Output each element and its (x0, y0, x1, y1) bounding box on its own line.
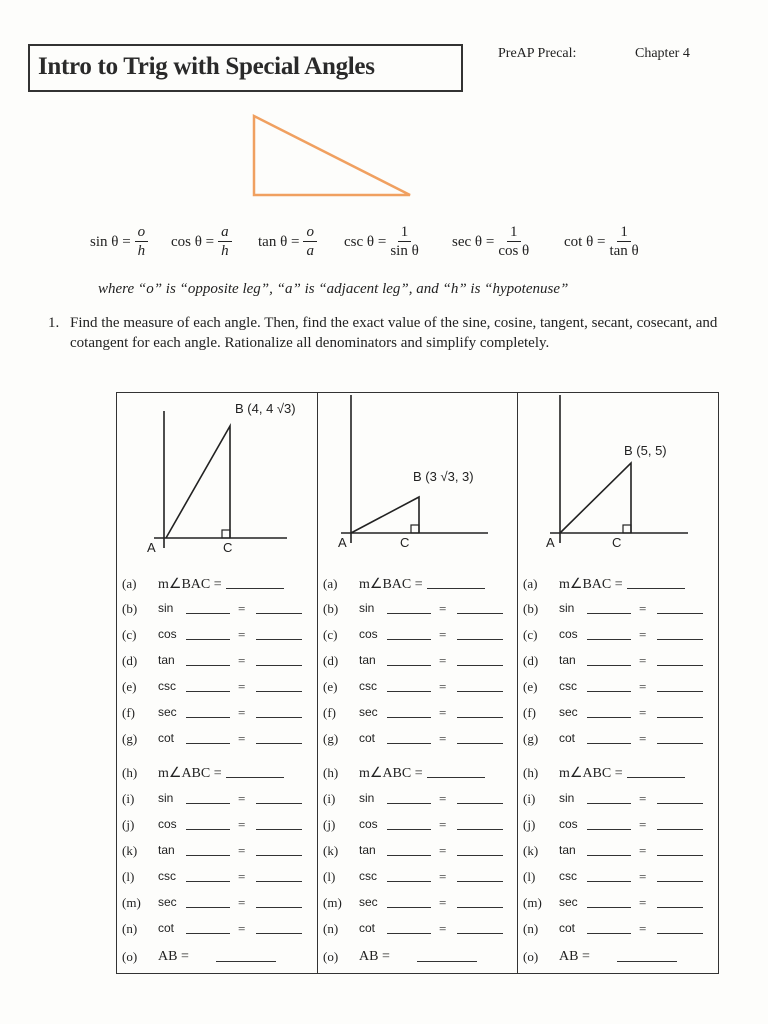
answer-blank[interactable] (387, 881, 431, 882)
answer-blank[interactable] (387, 717, 431, 718)
course-label: PreAP Precal: (498, 46, 577, 61)
row-letter: (d) (122, 653, 138, 668)
answer-blank[interactable] (457, 855, 503, 856)
answer-blank[interactable] (587, 717, 631, 718)
formula-sin (90, 218, 148, 266)
trig-definitions (90, 218, 690, 268)
answer-blank[interactable] (457, 829, 503, 830)
row-letter: (k) (323, 843, 339, 858)
right-angle-mark (623, 525, 631, 533)
row-function: cos (359, 627, 378, 641)
vertex-a-label: A (338, 535, 347, 550)
answer-blank[interactable] (387, 803, 431, 804)
triangle-abc (166, 426, 230, 538)
row-letter: (g) (523, 731, 539, 746)
vertex-a-label: A (147, 540, 156, 555)
row-letter: (g) (323, 731, 339, 746)
equals-sign: = (639, 627, 647, 642)
answer-blank[interactable] (256, 933, 302, 934)
answer-blank[interactable] (457, 907, 503, 908)
answer-blank[interactable] (256, 691, 302, 692)
equals-sign: = (238, 601, 246, 616)
equals-sign: = (639, 817, 647, 832)
row-letter: (h) (323, 765, 339, 780)
equals-sign: = (439, 653, 447, 668)
row-letter: (e) (523, 679, 538, 694)
answer-blank[interactable] (186, 639, 230, 640)
equals-sign: = (639, 895, 647, 910)
answer-blank[interactable] (387, 743, 431, 744)
formula-lhs: cos θ = (171, 233, 215, 250)
page-title: Intro to Trig with Special Angles (38, 53, 375, 80)
row-letter: (e) (122, 679, 137, 694)
question-number: 1. (48, 315, 60, 331)
equals-sign: = (238, 895, 246, 910)
answer-blank[interactable] (457, 717, 503, 718)
row-letter: (n) (122, 921, 138, 936)
answer-blank[interactable] (256, 743, 302, 744)
equals-sign: = (439, 627, 447, 642)
answer-blank[interactable] (657, 881, 703, 882)
row-letter: (n) (323, 921, 339, 936)
equals-sign: = (439, 679, 447, 694)
equals-sign: = (439, 869, 447, 884)
row-letter: (o) (523, 949, 539, 964)
answer-blank[interactable] (387, 639, 431, 640)
row-function: tan (359, 653, 376, 667)
answer-blank[interactable] (457, 933, 503, 934)
problem-column-2 (317, 393, 518, 973)
vertex-c-label: C (400, 535, 410, 550)
answer-blank[interactable] (657, 639, 703, 640)
answer-blank[interactable] (587, 829, 631, 830)
row-function: cos (559, 817, 578, 831)
row-letter: (h) (523, 765, 539, 780)
formula-num: o (135, 224, 149, 242)
row-letter: (l) (323, 869, 336, 884)
row-function: sin (158, 791, 174, 805)
formula-den: cos θ (498, 243, 530, 259)
row-function: cos (158, 817, 177, 831)
equals-sign: = (238, 817, 246, 832)
answer-blank[interactable] (587, 639, 631, 640)
vertex-a-label: A (546, 535, 555, 550)
answer-blank[interactable] (256, 665, 302, 666)
answer-blank[interactable] (186, 907, 230, 908)
equals-sign: = (439, 705, 447, 720)
answer-blank[interactable] (417, 961, 477, 962)
answer-blank[interactable] (186, 743, 230, 744)
equals-sign: = (639, 679, 647, 694)
row-letter: (f) (523, 705, 536, 720)
definitions-note: where “o” is “opposite leg”, “a” is “adjacent leg”, and “h” is “hypotenuse” (98, 281, 569, 297)
row-function: sec (359, 705, 378, 719)
answer-blank[interactable] (457, 691, 503, 692)
row-function: sin (158, 601, 174, 615)
vertex-c-label: C (223, 540, 233, 555)
answer-blank[interactable] (226, 588, 284, 589)
problem-grid (116, 392, 719, 974)
equals-sign: = (439, 817, 447, 832)
formula-lhs: cot θ = (564, 233, 606, 250)
point-b-label: B (3 √3, 3) (413, 469, 474, 484)
formula-lhs: csc θ = (344, 233, 387, 250)
answer-blank[interactable] (186, 691, 230, 692)
row-function: m∠BAC = (359, 577, 423, 592)
row-letter: (c) (122, 627, 137, 642)
row-function: AB = (359, 949, 390, 964)
equals-sign: = (238, 705, 246, 720)
row-function: cot (559, 921, 576, 935)
row-function: csc (559, 869, 577, 883)
equals-sign: = (238, 731, 246, 746)
row-function: m∠ABC = (359, 766, 423, 781)
answer-blank[interactable] (427, 777, 485, 778)
row-function: cot (158, 731, 175, 745)
equals-sign: = (439, 843, 447, 858)
equals-sign: = (238, 869, 246, 884)
row-letter: (d) (323, 653, 339, 668)
answer-blank[interactable] (226, 777, 284, 778)
row-function: AB = (158, 949, 189, 964)
formula-den: sin θ (390, 243, 419, 259)
row-letter: (k) (122, 843, 138, 858)
answer-blank[interactable] (256, 881, 302, 882)
answer-blank[interactable] (587, 803, 631, 804)
coordinate-triangle (117, 393, 317, 563)
row-function: sin (559, 601, 575, 615)
row-letter: (e) (323, 679, 338, 694)
answer-blank[interactable] (587, 613, 631, 614)
answer-blank[interactable] (657, 613, 703, 614)
row-letter: (o) (122, 949, 138, 964)
answer-blank[interactable] (657, 855, 703, 856)
row-function: csc (158, 679, 176, 693)
formula-cos (171, 218, 232, 266)
answer-blank[interactable] (657, 743, 703, 744)
triangle-abc (351, 497, 419, 533)
row-function: cos (359, 817, 378, 831)
answer-blank[interactable] (657, 907, 703, 908)
question-text: Find the measure of each angle. Then, find the exact value of the sine, cosine, tangent, secant, cosecant, and cotangent for each angle. Rationalize all denominators and simplify completely. (70, 315, 718, 351)
row-function: m∠ABC = (158, 766, 222, 781)
answer-blank[interactable] (627, 777, 685, 778)
formula-sec (452, 218, 529, 266)
row-letter: (d) (523, 653, 539, 668)
equals-sign: = (639, 843, 647, 858)
row-function: cot (158, 921, 175, 935)
row-function: cot (559, 731, 576, 745)
row-function: sec (559, 895, 578, 909)
equals-sign: = (238, 627, 246, 642)
formula-cot (564, 218, 639, 266)
answer-blank[interactable] (256, 717, 302, 718)
row-function: sin (359, 601, 375, 615)
row-letter: (i) (122, 791, 135, 806)
row-function: m∠ABC = (559, 766, 623, 781)
row-letter: (c) (523, 627, 538, 642)
row-letter: (m) (122, 895, 141, 910)
row-letter: (b) (523, 601, 539, 616)
row-function: csc (359, 679, 377, 693)
answer-blank[interactable] (256, 829, 302, 830)
formula-den: h (221, 243, 229, 259)
answer-blank[interactable] (387, 665, 431, 666)
row-function: cot (359, 921, 376, 935)
answer-blank[interactable] (657, 665, 703, 666)
row-function: tan (559, 653, 576, 667)
row-letter: (g) (122, 731, 138, 746)
answer-blank[interactable] (587, 855, 631, 856)
equals-sign: = (439, 601, 447, 616)
equals-sign: = (439, 791, 447, 806)
row-function: tan (359, 843, 376, 857)
chapter-label: Chapter 4 (635, 46, 690, 61)
row-letter: (a) (122, 576, 137, 591)
row-letter: (j) (323, 817, 336, 832)
row-function: m∠BAC = (158, 577, 222, 592)
row-letter: (b) (323, 601, 339, 616)
formula-lhs: sin θ = (90, 233, 131, 250)
formula-tan (258, 218, 317, 266)
reference-triangle (248, 112, 418, 202)
point-b-label: B (4, 4 √3) (235, 401, 296, 416)
row-letter: (m) (323, 895, 342, 910)
answer-blank[interactable] (256, 613, 302, 614)
answer-blank[interactable] (186, 665, 230, 666)
answer-blank[interactable] (587, 691, 631, 692)
formula-den: tan θ (609, 243, 639, 259)
vertex-c-label: C (612, 535, 622, 550)
formula-den: a (306, 243, 314, 259)
answer-blank[interactable] (457, 639, 503, 640)
problem-column-1 (117, 393, 317, 973)
answer-blank[interactable] (587, 743, 631, 744)
answer-blank[interactable] (387, 907, 431, 908)
answer-blank[interactable] (617, 961, 677, 962)
answer-blank[interactable] (186, 829, 230, 830)
formula-den: h (137, 243, 146, 259)
answer-blank[interactable] (186, 613, 230, 614)
formula-num: 1 (507, 224, 521, 242)
row-function: sin (359, 791, 375, 805)
row-function: sin (559, 791, 575, 805)
equals-sign: = (639, 601, 647, 616)
answer-blank[interactable] (186, 803, 230, 804)
row-function: csc (359, 869, 377, 883)
row-letter: (l) (122, 869, 135, 884)
answer-blank[interactable] (387, 829, 431, 830)
problem-column-3 (517, 393, 718, 973)
equals-sign: = (639, 869, 647, 884)
answer-blank[interactable] (657, 803, 703, 804)
formula-num: 1 (398, 224, 412, 242)
equals-sign: = (639, 791, 647, 806)
answer-blank[interactable] (587, 907, 631, 908)
equals-sign: = (439, 731, 447, 746)
row-function: AB = (559, 949, 590, 964)
answer-blank[interactable] (587, 881, 631, 882)
row-function: sec (359, 895, 378, 909)
row-function: csc (559, 679, 577, 693)
answer-blank[interactable] (587, 933, 631, 934)
equals-sign: = (639, 705, 647, 720)
answer-blank[interactable] (186, 881, 230, 882)
triangle-abc (560, 463, 631, 533)
row-letter: (i) (323, 791, 336, 806)
row-letter: (k) (523, 843, 539, 858)
answer-blank[interactable] (457, 881, 503, 882)
formula-lhs: tan θ = (258, 233, 300, 250)
equals-sign: = (238, 679, 246, 694)
equals-sign: = (639, 921, 647, 936)
row-function: tan (158, 843, 175, 857)
answer-blank[interactable] (457, 803, 503, 804)
answer-blank[interactable] (457, 665, 503, 666)
right-angle-mark (222, 530, 230, 538)
answer-blank[interactable] (186, 933, 230, 934)
row-letter: (a) (323, 576, 338, 591)
answer-blank[interactable] (387, 691, 431, 692)
formula-num: 1 (617, 224, 631, 242)
answer-blank[interactable] (657, 829, 703, 830)
row-function: tan (559, 843, 576, 857)
equals-sign: = (238, 791, 246, 806)
answer-blank[interactable] (427, 588, 485, 589)
row-function: cot (359, 731, 376, 745)
answer-blank[interactable] (216, 961, 276, 962)
answer-blank[interactable] (186, 855, 230, 856)
row-letter: (j) (122, 817, 135, 832)
equals-sign: = (439, 921, 447, 936)
answer-blank[interactable] (387, 933, 431, 934)
answer-blank[interactable] (186, 717, 230, 718)
answer-blank[interactable] (256, 803, 302, 804)
row-function: cos (158, 627, 177, 641)
formula-csc (344, 218, 419, 266)
equals-sign: = (639, 731, 647, 746)
answer-blank[interactable] (627, 588, 685, 589)
answer-blank[interactable] (256, 855, 302, 856)
answer-blank[interactable] (657, 717, 703, 718)
answer-blank[interactable] (587, 665, 631, 666)
row-function: csc (158, 869, 176, 883)
answer-blank[interactable] (657, 691, 703, 692)
row-letter: (l) (523, 869, 536, 884)
equals-sign: = (439, 895, 447, 910)
row-letter: (j) (523, 817, 536, 832)
answer-blank[interactable] (457, 613, 503, 614)
answer-blank[interactable] (256, 639, 302, 640)
equals-sign: = (238, 921, 246, 936)
equals-sign: = (238, 653, 246, 668)
row-letter: (m) (523, 895, 542, 910)
right-angle-mark (411, 525, 419, 533)
row-letter: (n) (523, 921, 539, 936)
answer-blank[interactable] (657, 933, 703, 934)
answer-blank[interactable] (387, 613, 431, 614)
answer-blank[interactable] (457, 743, 503, 744)
formula-num: o (303, 224, 317, 242)
row-letter: (o) (323, 949, 339, 964)
row-letter: (b) (122, 601, 138, 616)
formula-lhs: sec θ = (452, 233, 495, 250)
formula-num: a (218, 224, 232, 242)
row-function: cos (559, 627, 578, 641)
row-letter: (a) (523, 576, 538, 591)
row-letter: (i) (523, 791, 536, 806)
row-letter: (h) (122, 765, 138, 780)
row-letter: (c) (323, 627, 338, 642)
row-function: sec (158, 895, 177, 909)
row-function: tan (158, 653, 175, 667)
row-function: m∠BAC = (559, 577, 623, 592)
row-letter: (f) (323, 705, 336, 720)
point-b-label: B (5, 5) (624, 443, 667, 458)
equals-sign: = (639, 653, 647, 668)
row-function: sec (158, 705, 177, 719)
row-letter: (f) (122, 705, 135, 720)
title-box (28, 44, 463, 92)
answer-blank[interactable] (387, 855, 431, 856)
equals-sign: = (238, 843, 246, 858)
row-function: sec (559, 705, 578, 719)
answer-blank[interactable] (256, 907, 302, 908)
